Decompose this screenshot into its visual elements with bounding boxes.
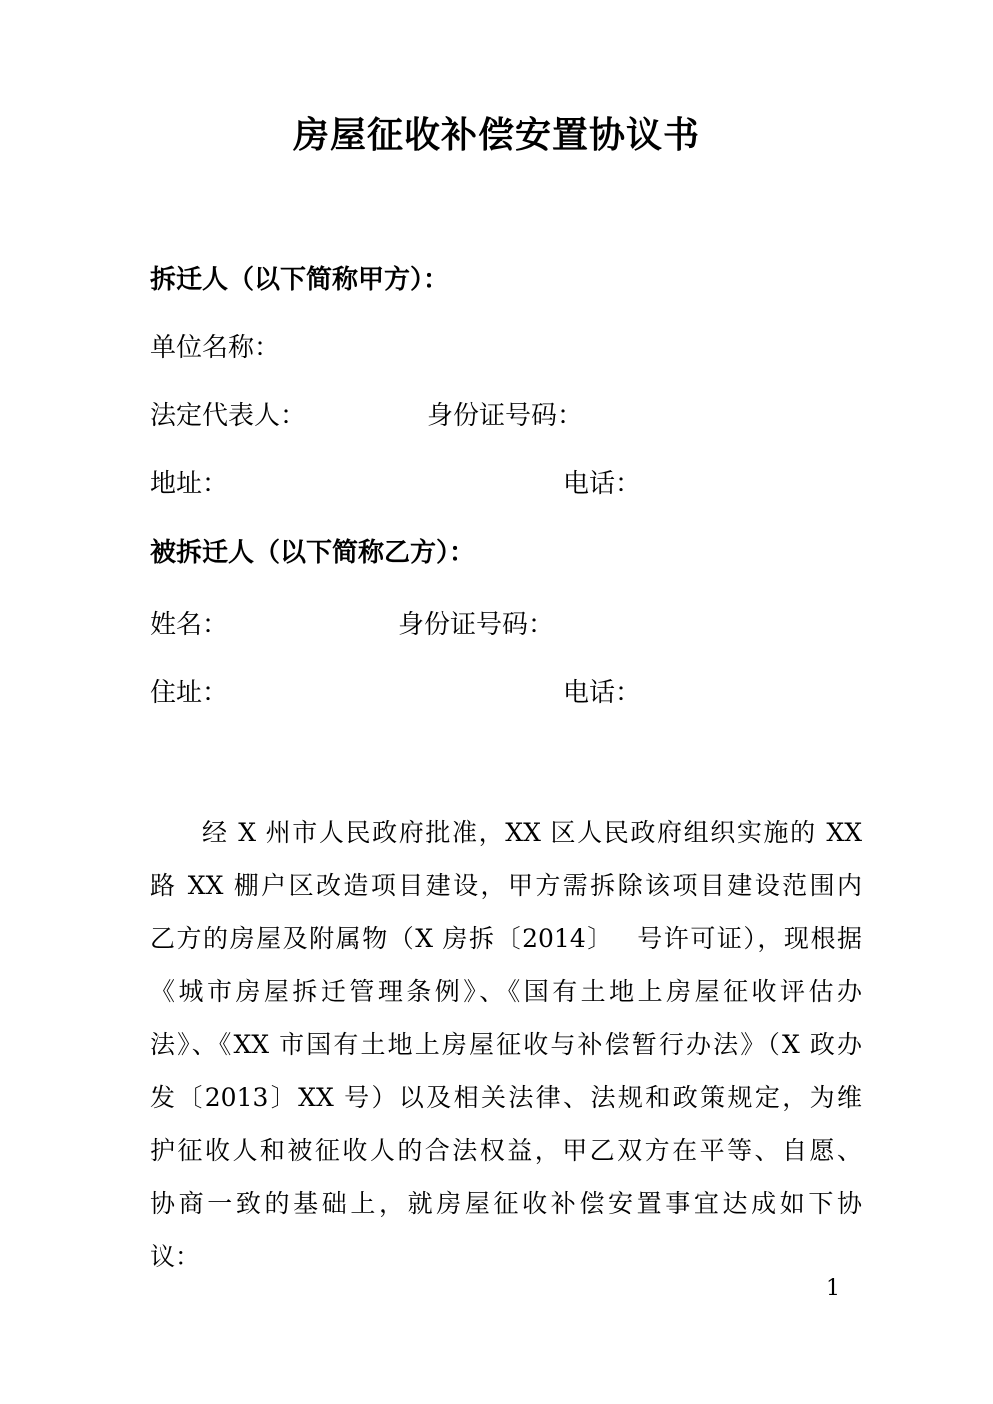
- body-line: 护征收人和被征收人的合法权益，甲乙双方在平等、自愿、: [150, 1136, 862, 1165]
- legal-rep-label: 法定代表人：: [150, 401, 307, 431]
- name-label: 姓名：: [150, 610, 229, 640]
- legal-rep-row: [150, 398, 862, 434]
- body-line: 发〔2013〕XX 号）以及相关法律、法规和政策规定，为维: [150, 1083, 862, 1112]
- party-b-address-label: 住址：: [150, 678, 229, 708]
- page-number: 1: [826, 1276, 840, 1301]
- party-a-address-row: [150, 466, 862, 502]
- name-row: [150, 607, 862, 643]
- party-a-phone-label: 电话：: [563, 469, 642, 499]
- party-a-heading: 拆迁人（以下简称甲方）：: [150, 265, 450, 295]
- page-title: 房屋征收补偿安置协议书: [292, 114, 700, 156]
- body-line: 乙方的房屋及附属物（X 房拆〔2014〕 号许可证），现根据: [150, 924, 862, 953]
- party-b-heading: 被拆迁人（以下简称乙方）：: [150, 538, 476, 568]
- party-b-address-row: [150, 675, 862, 711]
- unit-name-label: 单位名称：: [150, 333, 281, 363]
- body-line: 《城市房屋拆迁管理条例》、《国有土地上房屋征收评估办: [150, 977, 862, 1006]
- body-line: 协商一致的基础上，就房屋征收补偿安置事宜达成如下协: [150, 1189, 862, 1218]
- party-a-id-number-label: 身份证号码：: [427, 401, 584, 431]
- party-b-id-number-label: 身份证号码：: [398, 610, 555, 640]
- body-paragraph: [150, 806, 862, 1283]
- unit-name-row: [150, 330, 862, 366]
- body-line: 法》、《XX 市国有土地上房屋征收与补偿暂行办法》（X 政办: [150, 1030, 862, 1059]
- party-a-address-label: 地址：: [150, 469, 229, 499]
- body-line: 议：: [150, 1242, 201, 1271]
- party-b-phone-label: 电话：: [563, 678, 642, 708]
- body-line: 路 XX 棚户区改造项目建设，甲方需拆除该项目建设范围内: [150, 871, 862, 900]
- body-line: 经 X 州市人民政府批准，XX 区人民政府组织实施的 XX: [202, 818, 862, 847]
